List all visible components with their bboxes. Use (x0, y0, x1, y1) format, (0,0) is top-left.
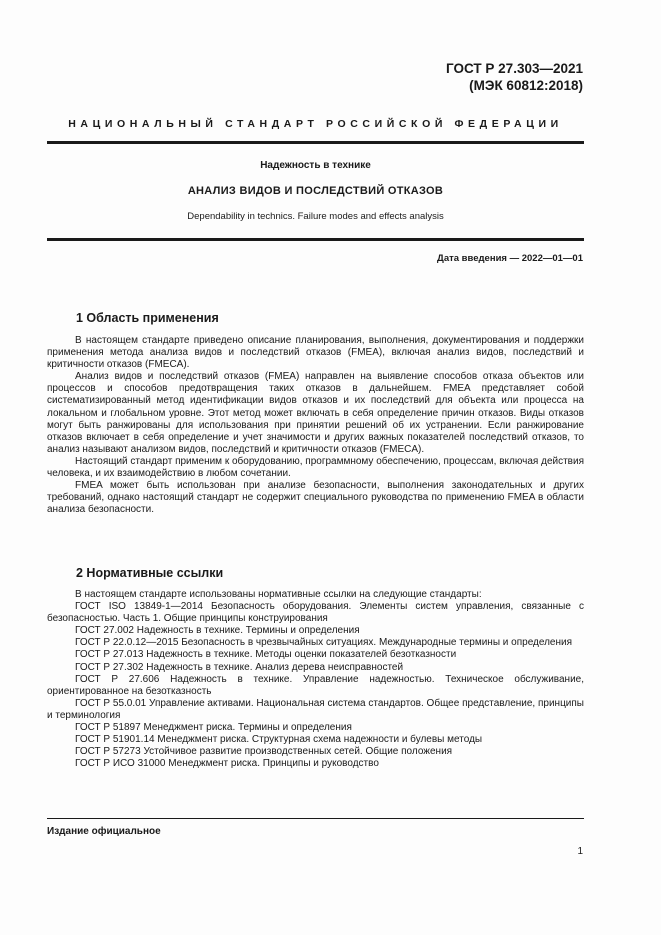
section-2-body (47, 589, 584, 770)
document-title-en: Dependability in technics. Failure modes and effects analysis (187, 211, 444, 222)
paragraph: Настоящий стандарт применим к оборудованию, программному обеспечению, процессам, включая действия человека, и их взаимодействию в любом сочетании. (47, 455, 584, 480)
official-edition-label: Издание официальное (47, 826, 161, 837)
reference-item: ГОСТ Р 51897 Менеджмент риска. Термины и определения (75, 722, 352, 734)
paragraph: В настоящем стандарте использованы нормативные ссылки на следующие стандарты: (75, 589, 482, 600)
paragraph: В настоящем стандарте приведено описание планирования, выполнения, документирования и поддержки применения метода анализа видов и последствий отказов (FMEA), включая анализ видов, последствий и критичности отказов (FMECA). (47, 335, 584, 371)
page-number: 1 (577, 846, 583, 857)
section-2-heading: 2 Нормативные ссылки (76, 566, 224, 580)
introduction-date: Дата введения — 2022—01—01 (437, 253, 583, 264)
paragraph: FMEA может быть использован при анализе безопасности, выполнения законодательных и других требований, однако настоящий стандарт не содержит специального руководства по применению FMEA в области анализа безопасности. (47, 480, 584, 516)
section-1-body (47, 335, 584, 516)
reference-item: ГОСТ Р 27.013 Надежность в технике. Методы оценки показателей безотказности (75, 649, 457, 661)
section-1-heading: 1 Область применения (76, 311, 219, 325)
reference-item: ГОСТ Р 27.606 Надежность в технике. Управление надежностью. Техническое обслуживание, ориентированное на безотказность (47, 673, 584, 697)
standard-id-block (363, 60, 583, 94)
iec-number: (МЭК 60812:2018) (469, 78, 583, 93)
reference-item: ГОСТ 27.002 Надежность в технике. Термины и определения (75, 625, 360, 637)
header-rule-top (47, 141, 584, 144)
national-standard-banner: НАЦИОНАЛЬНЫЙ СТАНДАРТ РОССИЙСКОЙ ФЕДЕРАЦИИ (68, 118, 563, 130)
document-title: АНАЛИЗ ВИДОВ И ПОСЛЕДСТВИЙ ОТКАЗОВ (187, 185, 444, 197)
reference-item: ГОСТ Р ИСО 31000 Менеджмент риска. Принципы и руководство (75, 758, 379, 770)
header-rule-bottom (47, 238, 584, 241)
reference-item: ГОСТ Р 55.0.01 Управление активами. Национальная система стандартов. Общее представление, принципы и терминология (47, 697, 584, 721)
reference-item: ГОСТ ISO 13849-1—2014 Безопасность оборудования. Элементы систем управления, связанные с безопасностью. Часть 1. Общие принципы конструирования (47, 601, 584, 625)
reference-item: ГОСТ Р 27.302 Надежность в технике. Анализ дерева неисправностей (75, 661, 404, 673)
topic-title: Надежность в технике (260, 160, 371, 171)
reference-item: ГОСТ Р 51901.14 Менеджмент риска. Структурная схема надежности и булевы методы (75, 734, 483, 746)
reference-item: ГОСТ Р 57273 Устойчивое развитие производственных сетей. Общие положения (75, 746, 453, 758)
reference-item: ГОСТ Р 22.0.12—2015 Безопасность в чрезвычайных ситуациях. Международные термины и определения (75, 637, 573, 649)
standard-number: ГОСТ Р 27.303—2021 (446, 61, 583, 76)
footer-rule (47, 818, 584, 819)
paragraph: Анализ видов и последствий отказов (FMEA) направлен на выявление способов отказа объектов или процессов и способов предотвращения таких отказов в дальнейшем. FMEA представляет собой систематизированный метод идентификации видов отказов и их последствий для объекта или процесса на локальном и глобальном уровне. Этот метод может включать в себя определение причин отказов. Виды отказов могут быть ранжированы для использования при принятии решений об их устранении. Если ранжирование отказов включает в себя определение и учет значимости и других важных показателей последствий отказов, то анализ называют анализом видов, последствий и критичности отказов (FMECA). (47, 371, 584, 455)
